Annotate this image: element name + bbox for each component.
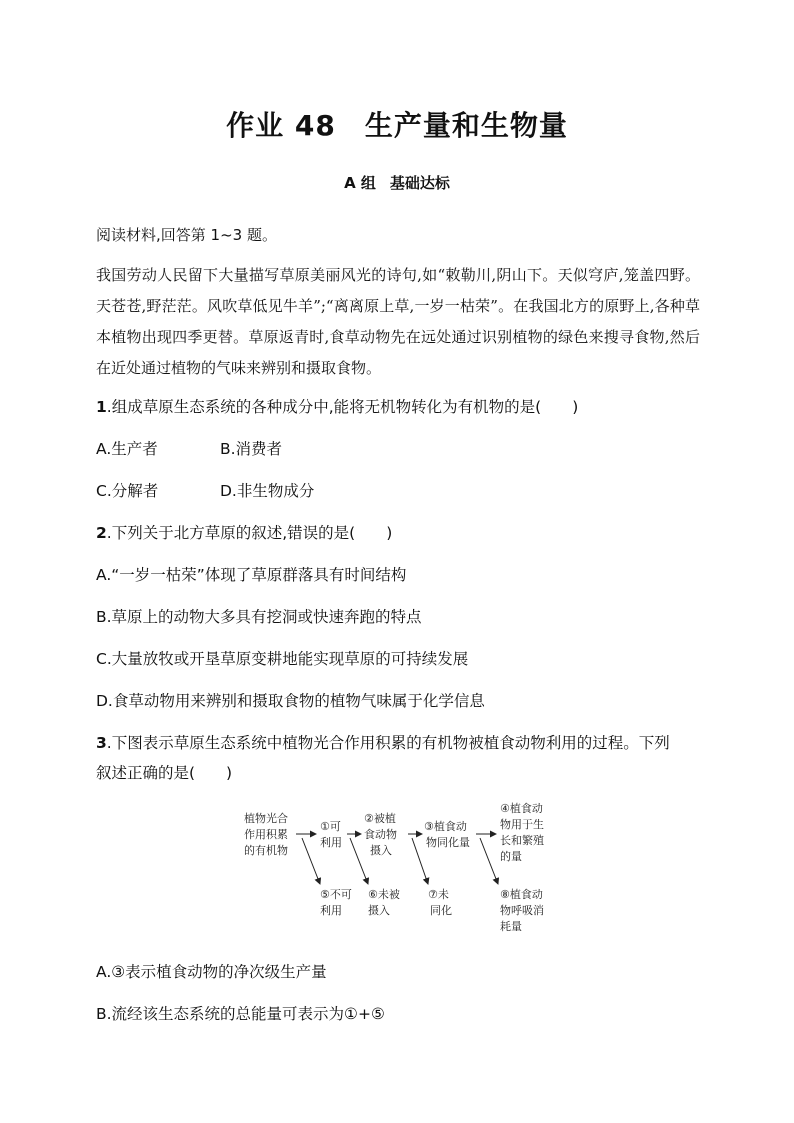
node-start: 植物光合 作用积累 的有机物 bbox=[244, 812, 288, 857]
q2-option-c: C.大量放牧或开垦草原变耕地能实现草原的可持续发展 bbox=[96, 650, 469, 668]
node-6-not-ingested: ⑥未被 摄入 bbox=[368, 888, 400, 917]
node-4-growth: ④植食动 物用于生 长和繁殖 的量 bbox=[500, 802, 544, 863]
q3-option-b: B.流经该生态系统的总能量可表示为①+⑤ bbox=[96, 1005, 385, 1023]
question-3-text-line1: .下图表示草原生态系统中植物光合作用积累的有机物被植食动物利用的过程。下列 bbox=[106, 734, 670, 752]
group-name: 基础达标 bbox=[389, 174, 450, 192]
group-label: A 组 bbox=[344, 174, 376, 192]
q2-option-d: D.食草动物用来辨别和摄取食物的植物气味属于化学信息 bbox=[96, 692, 485, 710]
q2-option-b: B.草原上的动物大多具有挖洞或快速奔跑的特点 bbox=[96, 608, 422, 626]
q2-option-a: A.“一岁一枯荣”体现了草原群落具有时间结构 bbox=[96, 566, 407, 584]
intro-text: 阅读材料,回答第 1~3 题。 bbox=[96, 226, 277, 244]
q1-option-d: D.非生物成分 bbox=[220, 482, 315, 500]
node-3-assimilated: ③植食动 物同化量 bbox=[424, 820, 470, 849]
question-1-text: .组成草原生态系统的各种成分中,能将无机物转化为有机物的是( ) bbox=[106, 398, 579, 416]
question-3-number: 3 bbox=[96, 734, 107, 752]
question-3-text-line2: 叙述正确的是( ) bbox=[96, 764, 233, 782]
question-2-text: .下列关于北方草原的叙述,错误的是( ) bbox=[106, 524, 393, 542]
node-2-ingested: ②被植 食动物 摄入 bbox=[364, 812, 397, 857]
node-8-respiration: ⑧植食动 物呼吸消 耗量 bbox=[500, 888, 544, 933]
question-1 bbox=[96, 395, 578, 417]
arrow-1-to-6 bbox=[350, 838, 368, 884]
question-2 bbox=[96, 521, 392, 543]
energy-flow-diagram bbox=[236, 798, 566, 948]
q3-option-a: A.③表示植食动物的净次级生产量 bbox=[96, 963, 327, 981]
q1-option-a: A.生产者 bbox=[96, 440, 158, 458]
question-1-number: 1 bbox=[96, 398, 107, 416]
node-5-unusable: ⑤不可 利用 bbox=[320, 888, 352, 917]
question-3 bbox=[96, 731, 670, 753]
node-7-not-assimilated: ⑦未 同化 bbox=[428, 888, 452, 917]
arrow-3-to-8 bbox=[480, 838, 498, 884]
q1-option-b: B.消费者 bbox=[220, 440, 283, 458]
arrow-start-to-5 bbox=[302, 838, 320, 884]
page-title: 作业 48 生产量和生物量 bbox=[226, 109, 568, 142]
group-heading bbox=[0, 172, 794, 193]
q1-option-c: C.分解者 bbox=[96, 482, 159, 500]
question-2-number: 2 bbox=[96, 524, 107, 542]
node-1-usable: ①可 利用 bbox=[320, 820, 342, 849]
reading-material: 我国劳动人民留下大量描写草原美丽风光的诗句,如“敕勒川,阴山下。天似穹庐,笼盖四野。天苍苍,野茫茫。风吹草低见牛羊”;“离离原上草,一岁一枯荣”。在我国北方的原野上,各种草本植物出现四季更替。草原返青时,食草动物先在远处通过识别植物的绿色来搜寻食物,然后在近处通过植物的气味来辨别和摄取食物。 bbox=[96, 266, 700, 377]
